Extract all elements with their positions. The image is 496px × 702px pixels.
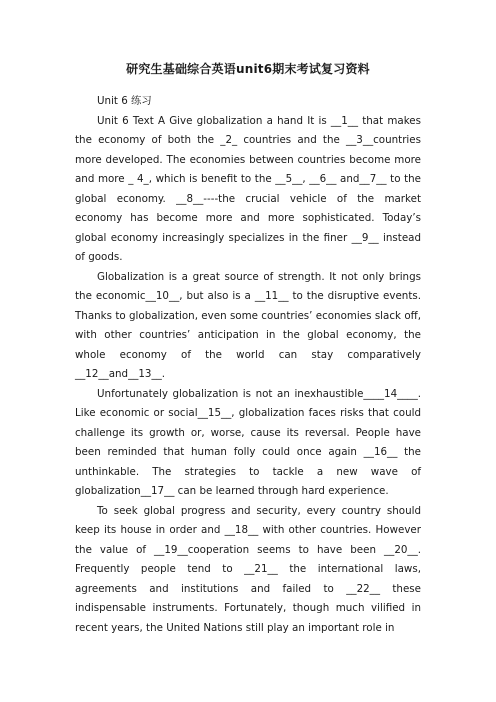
paragraph: Unit 6 Text A Give globalization a hand It is __1__ that makes the economy of both the _2_ countries and the __3__countries more developed. The economies between countries become more and more _ 4_, which is benefit to the __5__, __6__ and__7__ to the global economy. __8__----the crucial vehicle of the market economy has become more and more sophisticated. Today’s global economy increasingly specializes in the finer __9__ instead of goods. [75, 114, 421, 263]
paragraph: To seek global progress and security, every country should keep its house in order and __18__ with other countries. However the value of __19__cooperation seems to have been __20__. Frequently people tend to __21__ the international laws, agreements and institutions and failed to __22__ these indispensable instruments. Fortunately, though much vilified in recent years, the United Nations still play an important role in [75, 504, 421, 634]
section-heading: Unit 6 练习 [97, 95, 152, 107]
paragraph: Unfortunately globalization is not an inexhaustible____14____. Like economic or social__15__, globalization faces risks that could challenge its growth or, worse, cause its reversal. People have been reminded that human folly could once again __16__ the unthinkable. The strategies to tackle a new wave of globalization__17__ can be learned through hard experience. [75, 387, 421, 497]
document-body [75, 92, 421, 638]
document-title: 研究生基础综合英语unit6期末考试复习资料 [126, 62, 370, 76]
paragraph: Globalization is a great source of strength. It not only brings the economic__10__, but also is a __11__ to the disruptive events. Thanks to globalization, even some countries’ economies slack off, with other countries’ anticipation in the global economy, the whole economy of the world can stay comparatively __12__and__13__. [75, 270, 421, 380]
